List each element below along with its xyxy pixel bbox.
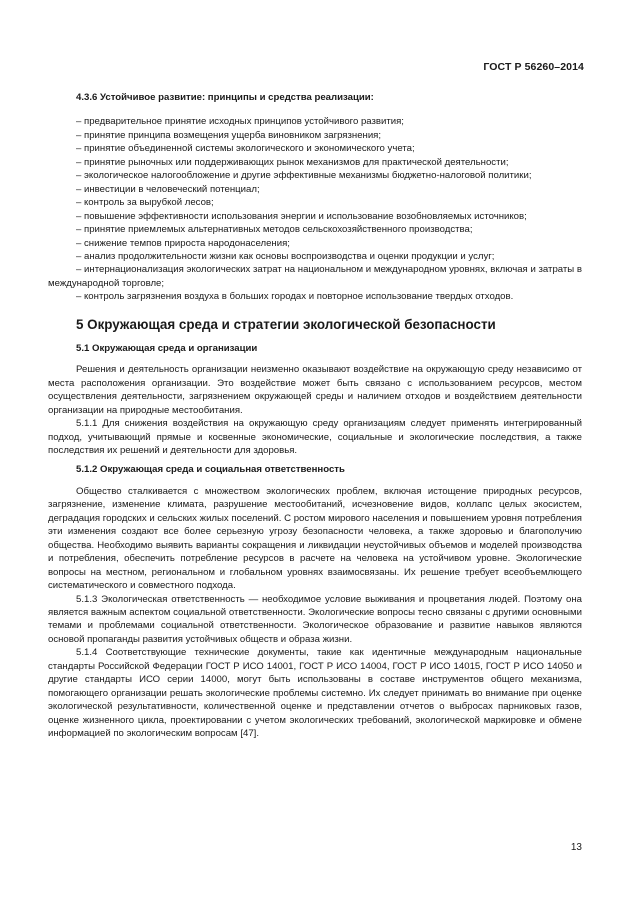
list-item: – снижение темпов прироста народонаселения; — [76, 237, 290, 249]
list-item: – принятие объединенной системы экологического и экономического учета; — [76, 143, 415, 155]
list-item: – контроль за вырубкой лесов; — [76, 197, 214, 209]
list-item: – контроль загрязнения воздуха в больших городах и повторное использование твердых отходов. — [76, 291, 514, 303]
paragraph: Решения и деятельность организации неизменно оказывают воздействие на окружающую среду независимо от места расположения организации. Это воздействие может быть связано с использованием ресурсов, местом осуществления деятельности, загрязнением окружающей среды и наличием отходов и воздействием деятельности организации на природные местообитания. — [48, 364, 582, 416]
list-item: – принятие приемлемых альтернативных методов сельскохозяйственного производства; — [76, 224, 473, 236]
list-item: – принятие принципа возмещения ущерба виновником загрязнения; — [76, 129, 382, 141]
page-number: 13 — [570, 842, 582, 853]
list-item: – анализ продолжительности жизни как основы воспроизводства и оценки продукции и услуг; — [76, 250, 495, 262]
paragraph: 5.1.4 Соответствующие технические документы, такие как идентичные международным национальные стандарты Российской Федерации ГОСТ Р ИСО 14001, ГОСТ Р ИСО 14004, ГОСТ Р ИСО 14015, ГОСТ Р ИСО 14050 и другие стандарты ИСО серии 14000, могут быть использованы в составе инструментов общего механизма, помогающего организации решать экологические проблемы системно. Их следует принимать во внимание при оценке экологической результативности, количественной оценке и представлении отчетов о выбросах парниковых газов, оценке жизненного цикла, проектировании с учетом экологических требований, экологической маркировке и обмене информацией по экологическим вопросам [47]. — [48, 647, 582, 740]
list-item: – инвестиции в человеческий потенциал; — [76, 183, 260, 195]
paragraph: Общество сталкивается с множеством экологических проблем, включая истощение природных ресурсов, загрязнение, изменение климата, разрушение местообитаний, исчезновение видов, коллапс целых экосистем, деградация городских и сельских жилых поселений. С ростом мирового населения и повышением уровня потребления эти изменения создают все более серьезную угрозу безопасности человека, а также здоровью и благополучию общества. Необходимо выявить варианты сокращения и ликвидации неустойчивых объемов и моделей производства и потребления, обеспечить потребление ресурсов в расчете на человека на устойчивом уровне. Экологические вопросы на местном, региональном и глобальном уровнях взаимосвязаны. Их решение требует всеобъемлющего систематического и совместного подхода. — [48, 485, 582, 592]
section-5-1-2-heading: 5.1.2 Окружающая среда и социальная ответственность — [76, 464, 345, 476]
paragraph: 5.1.3 Экологическая ответственность — необходимое условие выживания и процветания людей. Поэтому она является важным аспектом социальной ответственности. Экологические вопросы тесно связаны с другими основными темами и проблемами социальной ответственности. Экологическое образование и развитие навыков являются основой пропаганды развития устойчивых обществ и образа жизни. — [48, 593, 582, 645]
list-item: – экологическое налогообложение и другие эффективные механизмы бюджетно-налоговой политики; — [76, 170, 532, 182]
section-5-heading: 5 Окружающая среда и стратегии экологической безопасности — [76, 316, 496, 332]
list-item: – принятие рыночных или поддерживающих рынок механизмов для практической деятельности; — [76, 156, 509, 168]
page-body — [48, 91, 582, 740]
list-item: – интернационализация экологических затрат на национальном и международном уровнях, включая и затраты в международной торговле; — [48, 264, 582, 289]
paragraph: 5.1.1 Для снижения воздействия на окружающую среду организациям следует применять интегрированный подход, учитывающий прямые и косвенные экономические, социальные и экологические последствия, а также последствия их решений и деятельности для здоровья. — [48, 418, 582, 456]
section-4-3-6-heading: 4.3.6 Устойчивое развитие: принципы и средства реализации: — [76, 92, 374, 103]
list-item: – повышение эффективности использования энергии и использование возобновляемых источников; — [76, 210, 527, 222]
list-item: – предварительное принятие исходных принципов устойчивого развития; — [76, 116, 404, 128]
document-code-header: ГОСТ Р 56260–2014 — [483, 61, 584, 73]
section-5-1-heading: 5.1 Окружающая среда и организации — [76, 342, 258, 354]
